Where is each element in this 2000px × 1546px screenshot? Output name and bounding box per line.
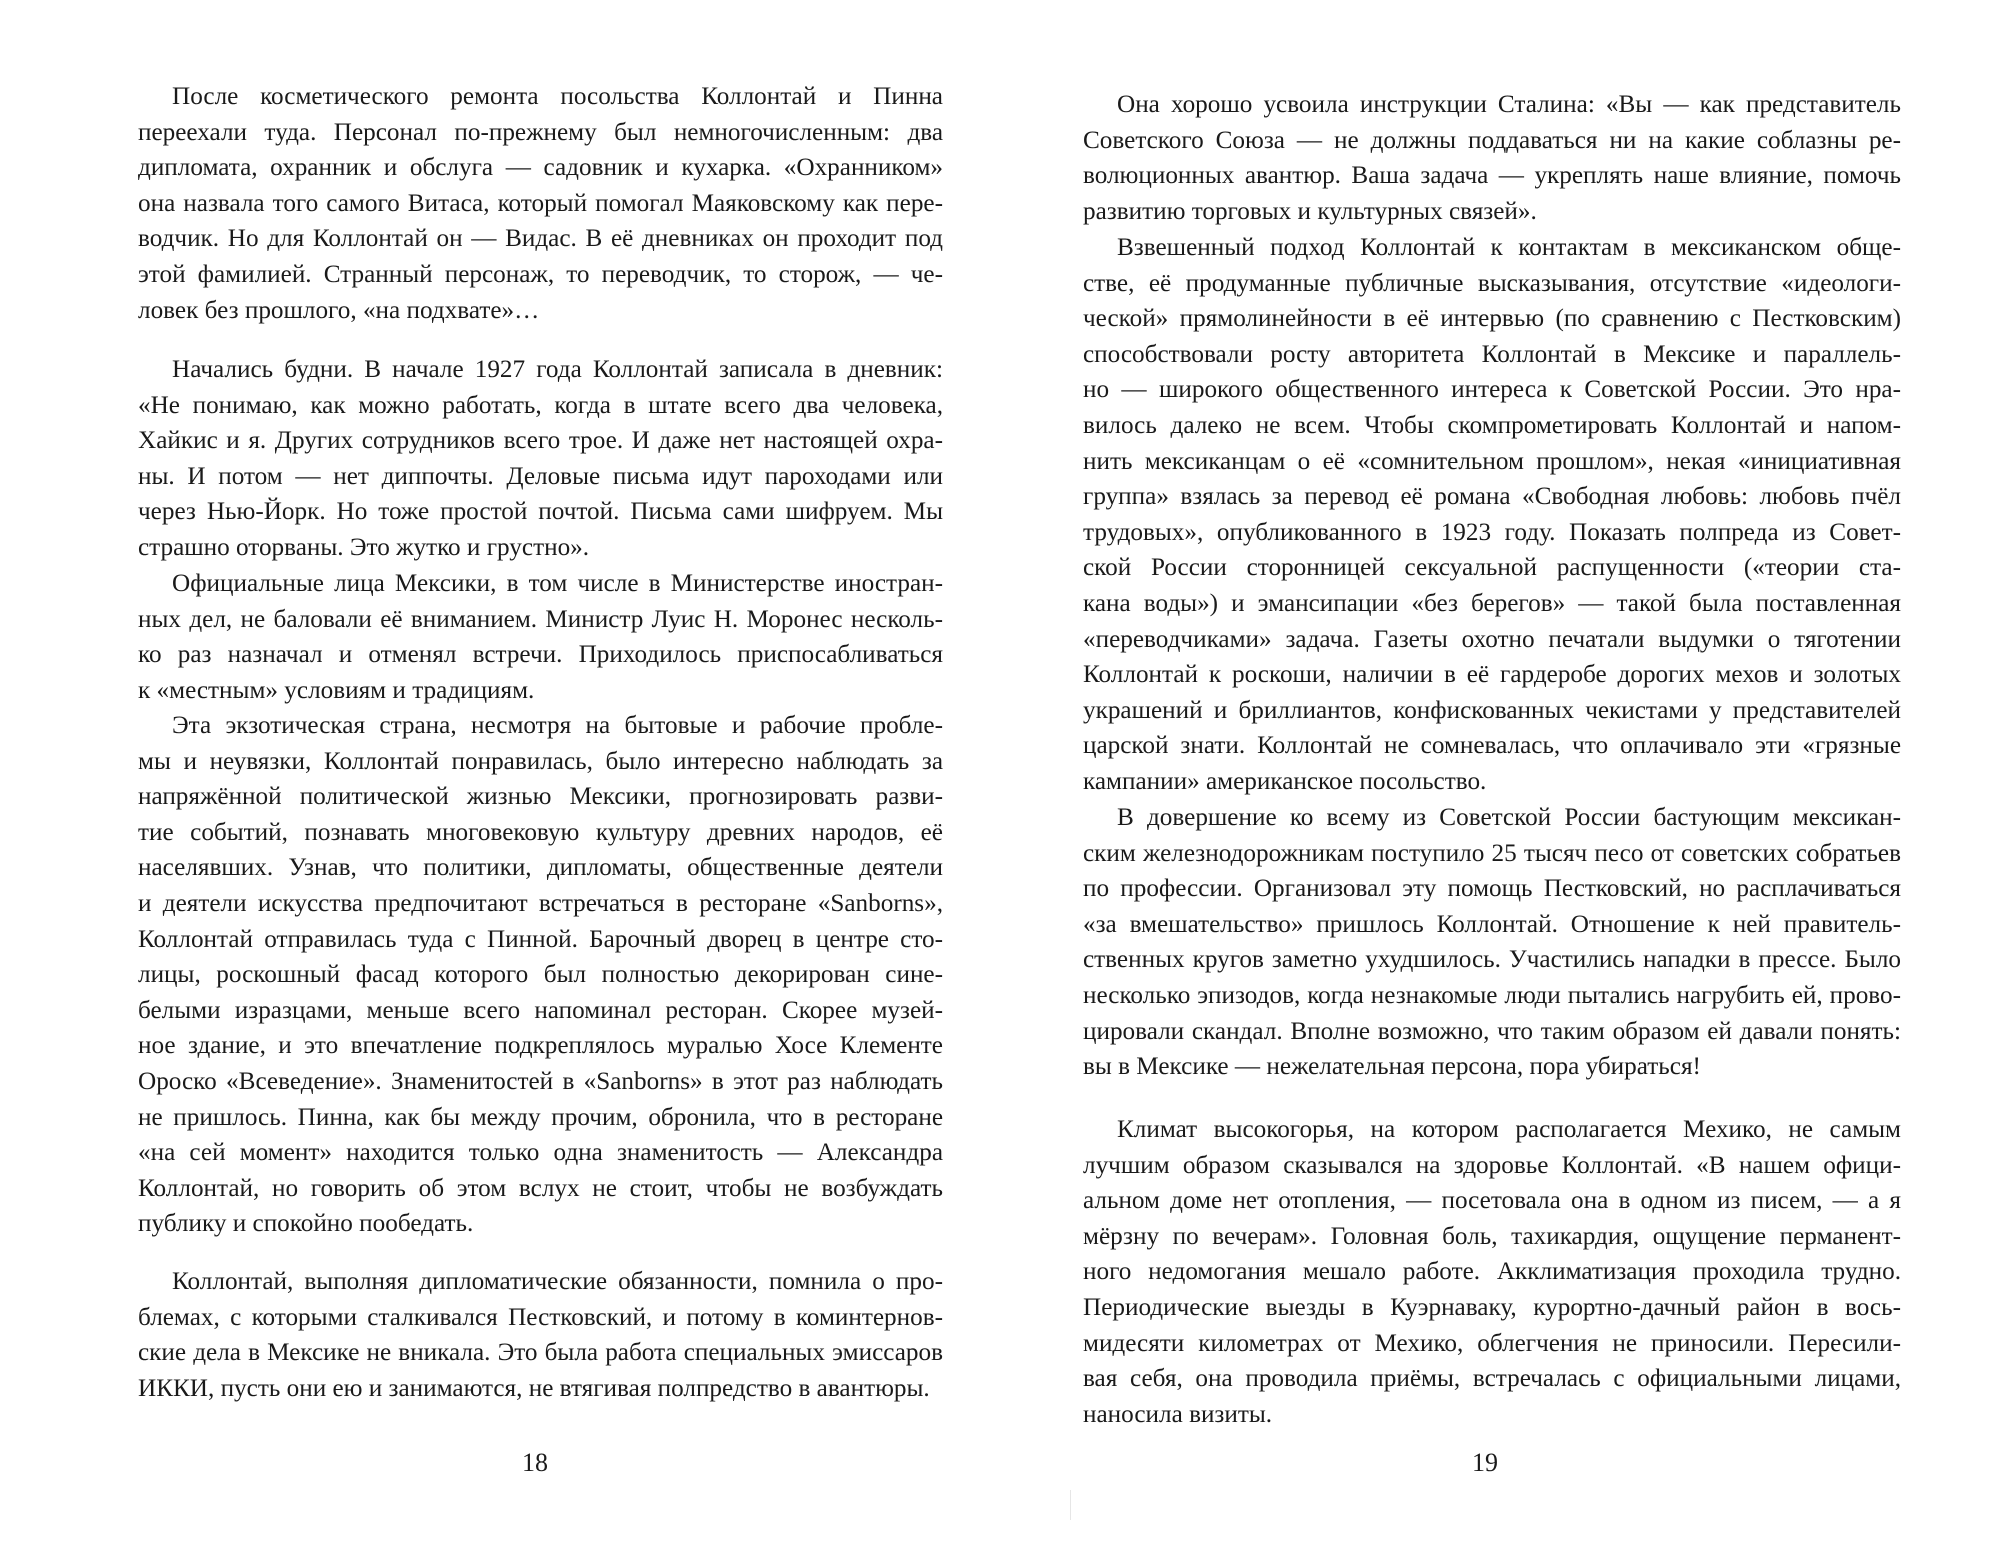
text-line: способствовали росту авторитета Коллонтай в Мексике и параллель- [1083,340,1901,368]
text-line: ных дел, не баловали её вниманием. Министр Луис Н. Моронес несколь- [138,605,943,633]
text-line: Периодические выезды в Куэрнаваку, курортно-дачный район в вось- [1083,1293,1901,1321]
text-line: Она хорошо усвоила инструкции Сталина: «Вы — как представитель [1117,91,1901,118]
text-line: Советского Союза — не должны поддаваться ни на какие соблазны ре- [1083,126,1901,154]
text-line: «за вмешательство» пришлось Коллонтай. Отношение к ней правитель- [1083,910,1901,938]
text-line: лицы, роскошный фасад которого был полностью декорирован сине- [138,961,943,989]
text-line: Коллонтай отправилась туда с Пинной. Барочный дворец в центре сто- [138,925,943,953]
text-line: ским железнодорожникам поступило 25 тысяч песо от советских собратьев [1083,839,1901,867]
text-line: кана воды») и эмансипации «без берегов» — такой была поставленная [1083,589,1901,617]
text-line: страшно оторваны. Это жутко и грустно». [138,533,590,561]
text-line: публику и спокойно пообедать. [138,1210,474,1238]
text-line: переехали туда. Персонал по-прежнему был немногочисленным: два [138,118,943,146]
text-line: развитию торговых и культурных связей». [1083,197,1537,225]
text-line: наносила визиты. [1083,1400,1273,1428]
text-line: группа» взялась за перевод её романа «Свободная любовь: любовь пчёл [1083,483,1901,511]
text-line: тие событий, познавать многовековую культуру древних народов, её [138,818,943,846]
text-line: Официальные лица Мексики, в том числе в Министерстве иностран- [172,570,943,597]
text-line: мы и неувязки, Коллонтай понравилась, было интересно наблюдать за [138,747,943,775]
text-line: напряжённой политической жизнью Мексики, прогнозировать разви- [138,783,943,811]
page-number: 18 [522,1448,548,1477]
paragraph [1083,800,1901,1085]
text-line: блемах, с которыми сталкивался Пестковский, и потому в коминтернов- [138,1303,943,1331]
text-line: ИККИ, пусть они ею и занимаются, не втягивая полпредство в авантюры. [138,1374,930,1402]
text-line: Начались будни. В начале 1927 года Коллонтай записала в дневник: [172,356,943,383]
text-line: вилось далеко не всем. Чтобы скомпрометировать Коллонтай и напом- [1083,411,1901,439]
text-line: нить мексиканцам о её «сомнительном прошлом», некая «инициативная [1083,447,1901,475]
text-line: цировали скандал. Вполне возможно, что таким образом ей давали понять: [1083,1017,1901,1045]
text-line: ственных кругов заметно ухудшилось. Участились нападки в прессе. Было [1083,946,1901,974]
paragraph [138,708,943,1242]
text-line: лучшим образом сказывался на здоровье Коллонтай. «В нашем офици- [1083,1151,1901,1179]
paragraph [138,352,943,566]
text-line: ко раз назначал и отменял встречи. Приходилось приспосабливаться [138,641,943,669]
text-line: вы в Мексике — нежелательная персона, пора убираться! [1083,1053,1701,1081]
text-line: ской России сторонницей сексуальной распущенности («теории ста- [1083,554,1901,582]
text-line: Хайкис и я. Других сотрудников всего трое. И даже нет настоящей охра- [138,427,943,455]
text-line: не пришлось. Пинна, как бы между прочим, обронила, что в ресторане [138,1103,943,1131]
text-line: «переводчиками» задача. Газеты охотно печатали выдумки о тяготении [1083,625,1901,653]
text-line: кампании» американское посольство. [1083,767,1487,795]
text-line: волюционных авантюр. Ваша задача — укреплять наше влияние, помочь [1083,162,1901,190]
paragraph [1083,87,1901,229]
text-line: но — широкого общественного интереса к Советской России. Это нра- [1083,376,1901,404]
text-line: белыми изразцами, меньше всего напоминал ресторан. Скорее музей- [138,996,943,1024]
text-line: стве, её продуманные публичные высказывания, отсутствие «идеологи- [1083,269,1901,297]
paragraph [138,79,943,328]
text-line: дипломата, охранник и обслуга — садовник и кухарка. «Охранником» [138,154,943,182]
text-line: ны. И потом — нет диппочты. Деловые письма идут пароходами или [138,462,943,490]
text-line: этой фамилией. Странный персонаж, то переводчик, то сторож, — че- [138,260,943,288]
text-line: В довершение ко всему из Советской России бастующим мексикан- [1117,804,1901,831]
paragraph [1083,1112,1901,1432]
text-line: мёрзну по вечерам». Головная боль, тахикардия, ощущение перманент- [1083,1222,1901,1250]
paragraph [138,566,943,708]
text-line: населявших. Узнав, что политики, дипломаты, общественные деятели [138,854,943,882]
text-line: к «местным» условиям и традициям. [138,676,535,704]
text-line: царской знати. Коллонтай не сомневалась, что оплачивало эти «грязные [1083,732,1901,760]
text-line: ного недомогания мешало работе. Акклиматизация проходила трудно. [1083,1258,1901,1286]
text-line: ное здание, и это впечатление подкреплялось муралью Хосе Клементе [138,1032,943,1060]
text-line: «Не понимаю, как можно работать, когда в штате всего два человека, [138,391,943,419]
text-line: мидесяти километрах от Мехико, облегчения не приносили. Пересили- [1083,1329,1901,1357]
paragraph [138,1264,943,1406]
text-line: альном доме нет отопления, — посетовала она в одном из писем, — а я [1083,1187,1901,1215]
text-line: вая себя, она проводила приёмы, встречалась с официальными лицами, [1083,1365,1901,1393]
text-line: она назвала того самого Витаса, который помогал Маяковскому как пере- [138,189,943,217]
text-line: Эта экзотическая страна, несмотря на бытовые и рабочие пробле- [172,712,943,739]
text-line: ские дела в Мексике не вникала. Это была работа специальных эмиссаров [138,1339,943,1367]
text-line: «на сей момент» находится только одна знаменитость — Александра [138,1139,943,1167]
paragraph [1083,230,1901,800]
text-line: через Нью-Йорк. Но тоже простой почтой. Письма сами шифруем. Мы [138,498,943,526]
text-line: Коллонтай к роскоши, наличии в её гардеробе дорогих мехов и золотых [1083,661,1901,689]
text-line: украшений и бриллиантов, конфискованных чекистами у представителей [1083,696,1901,724]
text-line: трудовых», опубликованного в 1923 году. Показать полпреда из Совет- [1083,518,1901,546]
text-line: Ороско «Всеведение». Знаменитостей в «Sanborns» в этот раз наблюдать [138,1067,943,1095]
text-line: Климат высокогорья, на котором располагается Мехико, не самым [1117,1116,1901,1143]
text-line: несколько эпизодов, когда незнакомые люди пытались нагрубить ей, прово- [1083,981,1901,1009]
text-line: ческой» прямолинейности в её интервью (по сравнению с Пестковским) [1083,305,1901,333]
text-line: Коллонтай, но говорить об этом вслух не стоит, чтобы не возбуждать [138,1174,943,1202]
text-line: ловек без прошлого, «на подхвате»… [138,296,540,324]
text-line: и деятели искусства предпочитают встречаться в ресторане «Sanborns», [138,889,943,917]
text-line: по профессии. Организовал эту помощь Пестковский, но расплачиваться [1083,875,1901,903]
text-line: Взвешенный подход Коллонтай к контактам в мексиканском обще- [1117,234,1901,261]
text-line: водчик. Но для Коллонтай он — Видас. В её дневниках он проходит под [138,225,943,253]
right-page [1000,0,2000,1546]
page-number: 19 [1472,1448,1498,1477]
text-line: После косметического ремонта посольства Коллонтай и Пинна [172,83,943,110]
text-line: Коллонтай, выполняя дипломатические обязанности, помнила о про- [172,1268,943,1295]
